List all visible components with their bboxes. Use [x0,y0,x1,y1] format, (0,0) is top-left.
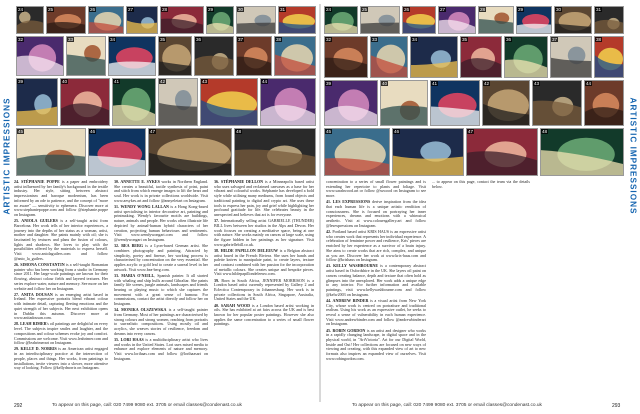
artwork-image [148,128,232,176]
artwork-number: 27 [128,7,134,12]
artwork-number: 38 [596,37,602,42]
artwork-number: 46 [90,129,96,134]
artwork-shape [109,61,155,75]
artwork-image [260,78,316,126]
artwork-number: 46 [394,129,400,134]
artist-bio: is a visual artist from New York City, whose work is centred on portraiture and traditional realism. Using his work as an expressive outlet, he seeks to reveal a sense of vulnerability in each human experience. Visit www.andrewbinder.com and follow @andrewbinderart on Instagram. [326,297,426,327]
artwork-number: 44 [586,81,592,86]
artwork-number: 25 [362,7,368,12]
artwork-image [16,6,44,34]
artwork-painting [109,37,155,75]
artwork-painting [393,129,463,175]
artwork-image [126,6,158,34]
artwork-number: 35 [462,37,468,42]
artist-name: 25. ANIOLA GUILERS [14,218,58,224]
artwork-shape [47,22,85,33]
artwork-image [108,36,156,76]
artist-name: 27. ANITA DOUSAN [14,291,53,297]
artwork-shape [159,103,197,125]
artist-entry [326,329,426,362]
artwork-painting [431,81,479,125]
artwork-shape [439,20,475,33]
artwork-image [392,128,464,176]
artwork-painting [261,79,315,125]
artist-name: 38. HILDE PAPILLON DELEEUW [214,247,279,253]
artist-name: 26. SIMONA CONSTANTIN [14,262,65,267]
artwork-number: 31 [280,7,286,12]
artist-bio: is an American artist engaged in an interdisciplinary practice at the intersection of people, places and things. Her works, from paintings to installations, invite viewers into a slower, more attentive way of looking. Follow @kellydnorris on Instagram. [14,346,108,371]
artwork-shape [325,106,377,125]
artwork-painting [235,129,315,175]
artist-name: 40. SARAH WOOD [214,302,251,308]
artwork-image [160,6,204,34]
artwork-painting [595,37,623,77]
artwork-painting [551,37,591,77]
right-page-number: 293 [612,403,621,409]
artwork-shape [551,58,591,77]
artwork-number: 38 [276,37,282,42]
artwork-painting [585,81,623,125]
artwork-painting [325,37,367,77]
artwork-number: 42 [160,79,166,84]
artist-name: 42. [326,228,332,234]
artwork-painting [61,79,109,125]
artist-name: 44. ANDREW BINDER [326,297,369,303]
artist-entry [214,279,314,303]
artwork-painting [149,129,231,175]
artist-entry [114,244,208,272]
artist-entry [214,219,314,247]
artwork-number: 29 [208,7,214,12]
artwork-image [594,6,624,34]
artwork-shape [61,103,109,125]
artist-name: 41. LES EXPRESSIONS [326,199,371,205]
artist-bio: is a Minneapolis based artist who uses salvaged and reclaimed canvases as a base for her vibrant and colourful works. Stéphanie has developed a bold style while utilising many mediums, from found objects and traditional painting to digital and crypto art. She uses these tools to express her pain, joy and grief while highlighting her profound gratitude for life. She celebrates beauty in the unexpected and believes that art is for everyone. [214,179,315,218]
artwork-shape [461,58,501,77]
artist-entry [326,299,426,327]
artist-name: 35. LORI HAAS [114,336,144,342]
artist-name: 34. MONIKA OLSZEWSKA [114,307,167,313]
artwork-shape [17,21,43,33]
artwork-number: 47 [468,129,474,134]
artwork-shape [361,23,399,33]
artist-entry [14,219,108,261]
artwork-image [324,80,378,126]
artwork-painting [411,37,457,77]
artist-bio: works in Northern England. She creates a beautiful, tactile synthesis of print, paint and stitch from which emerge images to lift the heart and soul. Her work is in private collections worldwide. Visit www.aesykes.art and follow @annyeletart on Instagram. [114,179,208,203]
artwork-image [324,128,390,176]
artwork-image [60,78,110,126]
artwork-painting [325,81,377,125]
artist-entry [14,293,108,321]
artist-entry [114,180,208,204]
artwork-painting [371,37,407,77]
left-footer: To appear on this page, call: 020 7499 9080 ext. 3705 or email classes@condenast.co.uk [52,403,242,408]
artwork-painting [201,79,257,125]
artwork-number: 43 [534,81,540,86]
artwork-image [438,6,476,34]
artist-name: 45. ROBIN GORDON [326,327,366,333]
artwork-painting [533,81,581,125]
artist-entry [214,304,314,328]
artwork-painting [17,37,63,75]
artist-entry [14,322,108,346]
artwork-image [540,128,624,176]
artist-bio: is a paper and embroidery artist influenced by her family's background in the textile industry. Her style, sitting between abstract impressionism and baroque modernism, has been informed by an ode to patience, and the concept of "more no aware" — sensitivity to ephemera. Discover more at www.stephaniepoppe.com and follow @stephanie.poppe on Instagram. [14,179,108,218]
artwork-image [380,80,428,126]
artist-name: 39. [214,277,220,283]
right-column-1 [326,180,426,363]
artwork-shape [517,24,551,33]
artist-bio: is a Belgian abstract artist based in the French Riviera. She uses her hands and palette knives to manipulate paint, to create layers, texture and contrast combined with her passion for the incorporation of metallic colours. She creates unique and bespoke pieces. Visit www.hildepapillondeleeuw.com. [214,247,315,277]
artwork-number: 33 [372,37,378,42]
artwork-number: 48 [542,129,548,134]
artwork-painting [159,37,191,75]
artwork-number: 30 [238,7,244,12]
artwork-image [194,36,234,76]
artwork-image [584,80,624,126]
artwork-number: 33 [68,37,74,42]
artwork-painting [461,37,501,77]
artwork-image [278,6,316,34]
artwork-image [236,6,276,34]
artwork-number: 26 [404,7,410,12]
artwork-number: 35 [160,37,166,42]
artwork-number: 45 [18,129,24,134]
artwork-painting [17,79,57,125]
left-page-number: 292 [14,403,23,409]
artist-entry [114,338,208,362]
artwork-painting [381,81,427,125]
artwork-number: 40 [382,81,388,86]
artwork-number: 41 [114,79,120,84]
artwork-number: 34 [110,37,116,42]
artwork-number: 36 [506,37,512,42]
artwork-painting [505,37,547,77]
artwork-image [466,128,538,176]
artwork-number: 47 [150,129,156,134]
artwork-shape [585,107,623,125]
right-footer: To appear on this page, call: 020 7499 9080 ext. 3705 or email classes@condenast.co.uk [352,403,542,408]
artist-bio: derive inspiration from the idea that each human life is a unique artistic rendition of consciousness. She is focused on portraying her inner experiences, dreams and emotions with a whimsical aesthetic. Visit at www.colouesgallery.art and follow @lesexpressions on Instagram. [326,199,426,228]
left-column-1 [14,180,108,372]
artwork-image [236,36,272,76]
artwork-shape [533,101,581,125]
artist-name: 31. WENDY WONG LALLAN [114,203,169,209]
artwork-number: 28 [480,7,486,12]
artwork-image [16,78,58,126]
artist-bio: ... to appear on this page, contact the team via the details below. [432,179,530,189]
artist-bio: Born in South Africa, JENNIFER MORRISON is a London based artist currently represented by Gallery 2 and Eclectica Contemporary in Johannesburg. Her work is in private collections in South Africa, Singapore, Australia, United States and the UK. [214,277,314,302]
artist-bio: is an emerging artist based in Ireland. Her expressive portraits blend vibrant colour with intimate detail, capturing fleeting emotions and the quiet strength of her subjects. Her next exhibition opens in Dublin this autumn. Discover more at www.anitadousan.com. [14,291,108,321]
artist-bio: is a Hong Kong-based artist specialising in interior decorative art, painting and printmaking. Wendy's favourite motifs are buildings, nature, animals and people. Her works often illustrate life depicted by animal-human hybrid characters of her creation, projecting human behaviours and sentiments. Visit www.wendywongart.com and follow @wendywongart on Instagram. [114,203,208,243]
artwork-number: 48 [236,129,242,134]
artist-name: 43. KELLY WASHBOURNE [326,263,379,269]
artist-bio: is a multidisciplinary artist who lives and works in the United States. Lori uses mixed media to enhance and explore elements of nature and memory. Visit www.lorihaas.com and follow @lorihaasart on Instagram. [114,336,209,361]
artwork-number: 27 [440,7,446,12]
artwork-image [206,6,234,34]
artwork-painting [483,81,529,125]
artwork-image [66,36,106,76]
artwork-shape [161,19,203,33]
artwork-number: 41 [432,81,438,86]
artist-entry [14,347,108,371]
artwork-painting [89,129,145,175]
artwork-image [402,6,436,34]
artwork-number: 25 [48,7,54,12]
artist-entry [326,230,426,263]
page-gutter [319,4,321,402]
artwork-number: 44 [262,79,268,84]
artwork-number: 30 [556,7,562,12]
artwork-number: 45 [326,129,332,134]
artwork-number: 42 [484,81,490,86]
artwork-painting [237,37,271,75]
artwork-painting [67,37,105,75]
artwork-image [16,128,86,176]
artwork-shape [237,23,275,33]
artist-name: 28. LEAH RIMER [14,321,47,327]
artwork-image [504,36,548,78]
artist-name: 30. ANNETTE E. SYKES [114,179,160,184]
artwork-shape [595,20,623,33]
artist-name: 37. [214,218,220,224]
left-column-2 [114,180,208,363]
artist-entry [14,180,108,218]
artist-entry [432,180,530,189]
artwork-number: 43 [202,79,208,84]
artwork-number: 28 [162,7,168,12]
artwork-image [200,78,258,126]
artwork-number: 36 [196,37,202,42]
artist-bio: is a London based artist working in oils. She has exhibited at art fairs across the UK and is best known for her popular poster paintings. However she also applies the same concentration to a series of small flower paintings. [214,302,314,327]
artist-bio: is a self-taught painter from Germany. Most of her paintings are characterised by strong colours and strong women, reaching from portraits to surrealistic compositions. Using mostly oil and acrylics, she weaves stories of resilience, freedom and dreams into every canvas. [114,307,208,336]
artwork-image [482,80,530,126]
artwork-image [532,80,582,126]
artwork-image [324,6,358,34]
artwork-painting [275,37,315,75]
artist-bio: is a contemporary abstract artist based in Oxfordshire in the UK. She layers oil paint on canvas creating balance, depth and texture that often hold as glimpses into the unexplored. Her work adds a unique edge to any interior. For further information and available paintings, visit www.kellywashbourne.com and follow @kelw2003 on Instagram. [326,263,426,297]
artwork-image [430,80,480,126]
artwork-number: 31 [596,7,602,12]
artist-bio: is a self-taught Romanian painter who has been working from a studio in Germany since 2011. Her large-scale paintings are known for their flowing, abstract colour fields and layered textures. Her series explore water, nature and memory. See more on her website and follow her on Instagram. [14,262,108,291]
artist-bio: Portland based artist KRIS HAUS is an expressive artist who creates work that represents her individual experience. A celebration of feminine power and resilience, Kris' pieces are enriched by her experience as a survivor of a brain injury. She aims to create works that are rich, complex, and unique as you are. Discover her work at www.kris-haus.com and follow @krishaus on Instagram. [326,228,426,263]
left-column-3 [214,180,314,329]
artwork-number: 32 [326,37,332,42]
artwork-image [550,36,592,78]
artwork-shape [381,106,427,125]
artwork-image [274,36,316,76]
artwork-image [460,36,502,78]
artwork-painting [195,37,233,75]
artist-bio: is a self-taught artist from Barcelona. Her work tells of her interior experiences, a journey into the depths of her status as a woman, artist, mother and daughter. She paints mainly with oil; she is fascinated by textures and plans the fusion of colours, lights and shadows. She loves to play with the possibilities offered by the materials to express herself. Visit www.aniolaguilers.com and follow @anio_la_guilers. [14,218,108,261]
artist-entry [326,264,426,297]
section-label-left: ARTISTIC IMPRESSIONS [2,97,12,215]
artwork-image [516,6,552,34]
artwork-number: 37 [238,37,244,42]
artist-bio: concentration to a series of small flower paintings and is extending her repertoire to plants and foliage. Visit www.sarahwood.art or follow @sswood on Instagram to see more. [326,179,426,199]
artist-name: 33. MARIA O'NEILL [114,272,155,278]
artwork-number: 26 [90,7,96,12]
artwork-image [158,78,198,126]
artist-entry [326,180,426,199]
artist-entry [114,205,208,243]
artwork-shape [467,151,537,175]
artwork-painting [467,129,537,175]
artist-entry [326,200,426,228]
artwork-shape [195,56,233,75]
artwork-image [324,36,368,78]
artist-bio: is a Lyon-based German artist. She combines photography and painting. Attracted by simplicity, poetry and finesse, her working process is characterised by concentration on the very essential. She applies acrylic or gold leaf to create a surreal level in her artwork. Visit www.bea-berg.com. [114,243,208,272]
artwork-shape [235,150,315,175]
artwork-number: 24 [326,7,332,12]
artwork-image [112,78,156,126]
artwork-image [46,6,86,34]
artist-entry [114,274,208,307]
artwork-number: 39 [18,79,24,84]
artwork-number: 40 [62,79,68,84]
artwork-painting [541,129,623,175]
artist-bio: is an artist and designer who works in a rapidly changing landscape, in digital space and in the physical world, in "ArtVictoria". Art for our Digital World, Inside and Out! Her collections are focused on new ways of viewing and creating, with this expanded view of art to new formats also inspires an expanded view of ourselves. Visit www.robingordon.com. [326,327,427,361]
artist-bio: , Spanish painter. It all started with whaling and ship hulls around Gibraltar. She paints family life scenes, jungle animals, landscapes and friends hearing or playing music to which she captures the movement with a great sense of humour. For commissions, contact the artist directly and follow her on Instagram. [114,272,209,307]
artwork-painting [325,129,389,175]
artwork-number: 37 [552,37,558,42]
artwork-number: 32 [18,37,24,42]
artist-name: 29. KELLY D. NORRIS [14,346,57,352]
artwork-number: 29 [518,7,524,12]
artwork-image [234,128,316,176]
artwork-number: 24 [18,7,24,12]
artwork-painting [113,79,155,125]
artwork-image [594,36,624,78]
artwork-shape [261,105,315,125]
artwork-image [88,128,146,176]
artist-bio: Internationally selling artist GABRIELLE (THUNDER) BILL lives between her studios in the Alps and Devon. Her work focuses on creating a meditative space, being at one with nature. She works mainly on canvas at large scale, using the figure hidden in her paintings as her signature. Visit www.gabriellebill.co.uk. [214,218,314,247]
artwork-painting [17,129,85,175]
artist-name: 36. STÉPHANIE DELLON [214,179,264,184]
artist-name: 32. BEA BERG [114,243,144,249]
artwork-painting [159,79,197,125]
right-column-2 [432,180,530,191]
section-label-right: ARTISTIC IMPRESSIONS [628,97,638,215]
artwork-number: 39 [326,81,332,86]
artwork-shape [17,155,85,175]
artist-name: 24. STÉPHANIE POPPE [14,179,60,184]
artist-entry [214,180,314,218]
artwork-image [158,36,192,76]
artwork-number: 34 [412,37,418,42]
artist-entry [14,263,108,291]
artwork-shape [17,56,63,75]
artist-entry [214,249,314,277]
artwork-image [360,6,400,34]
artwork-image [478,6,514,34]
artwork-image [410,36,458,78]
artist-entry [114,308,208,336]
artist-bio: 's oil paintings are delightful on every level. The subjects inspire smiles and laughter, and the compositions and colour schemes evoke joy and comfort. Commissions are welcome. Visit www.leahrimer.com and follow @leahrimerart on Instagram. [14,321,108,346]
artwork-image [16,36,64,76]
artwork-image [370,36,408,78]
artwork-image [554,6,592,34]
artwork-image [88,6,124,34]
